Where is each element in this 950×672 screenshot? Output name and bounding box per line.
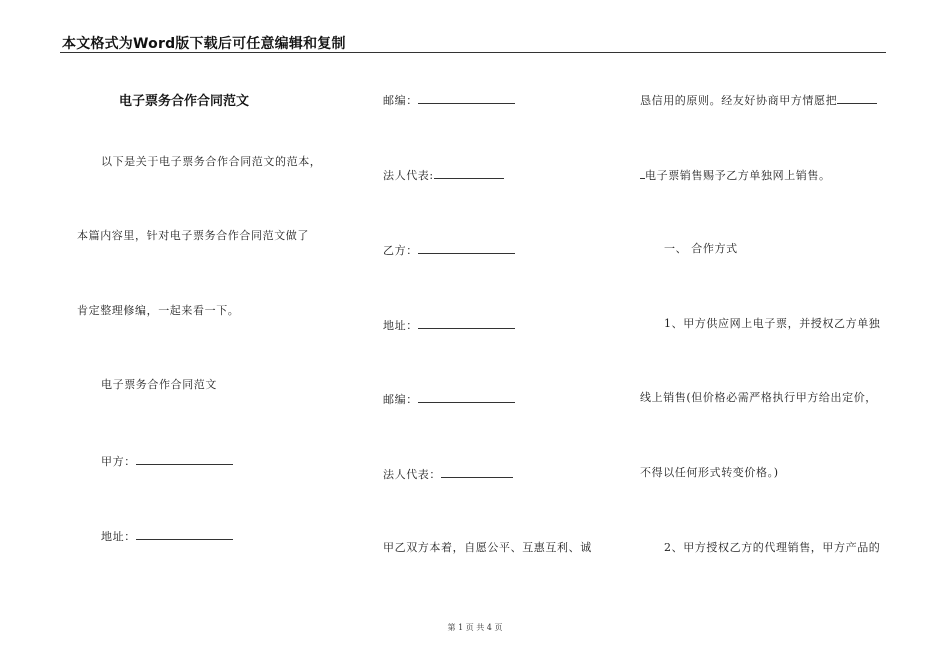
page-indicator: 第 1 页 共 4 页 [447,623,503,632]
intro-line-1: 以下是关于电子票务合作合同范文的范本， [101,155,322,168]
header-divider [60,52,886,53]
sales-grant-row [640,167,831,183]
party-a-postcode-label: 邮编： [383,94,418,107]
section-heading-cooperation: 一、 合作方式 [664,242,738,255]
party-b-legal-rep-label: 法人代表： [383,468,441,481]
contract-subtitle: 电子票务合作合同范文 [101,378,217,391]
party-a-address-row [101,528,233,544]
party-b-legal-rep-blank [441,466,513,478]
intro-line-3: 肯定整理修编，一起来看一下。 [77,304,240,317]
party-a-legal-rep-blank [434,167,504,179]
party-a-legal-rep-row [383,167,504,183]
party-b-legal-rep-row [383,466,513,482]
party-b-postcode-row [383,391,515,407]
party-b-postcode-label: 邮编： [383,393,418,406]
principle-line-blank [837,92,877,104]
clause-2-line-1: 2、甲方授权乙方的代理销售，甲方产品的 [664,541,881,554]
clause-1-line-3: 不得以任何形式转变价格。) [640,466,779,479]
party-b-postcode-blank [418,391,515,403]
party-b-label: 乙方： [383,244,418,257]
party-a-postcode-row [383,92,515,108]
agreement-line: 甲乙双方本着，自愿公平、互惠互利、诚 [383,541,592,554]
party-b-blank [418,242,515,254]
party-b-address-row [383,317,515,333]
party-a-address-label: 地址： [101,530,136,543]
principle-line-text: 恳信用的原则。经友好协商甲方情愿把 [640,94,838,107]
party-a-row [101,453,233,469]
intro-line-2: 本篇内容里，针对电子票务合作合同范文做了 [77,229,309,242]
party-b-address-blank [418,317,515,329]
clause-1-line-1: 1、甲方供应网上电子票，并授权乙方单独 [664,317,881,330]
party-b-row [383,242,515,258]
party-b-address-label: 地址： [383,319,418,332]
party-a-blank [136,453,233,465]
party-a-legal-rep-label: 法人代表: [383,169,434,182]
party-a-address-blank [136,528,233,540]
party-a-postcode-blank [418,92,515,104]
sales-grant-text: 电子票销售赐予乙方单独网上销售。 [645,169,831,182]
header-text: 本文格式为Word版下载后可任意编辑和复制 [62,36,346,52]
clause-1-line-2: 线上销售(但价格必需严格执行甲方给出定价， [640,391,877,404]
document-title: 电子票务合作合同范文 [119,94,250,109]
principle-line-row [640,92,877,108]
party-a-label: 甲方： [101,455,136,468]
